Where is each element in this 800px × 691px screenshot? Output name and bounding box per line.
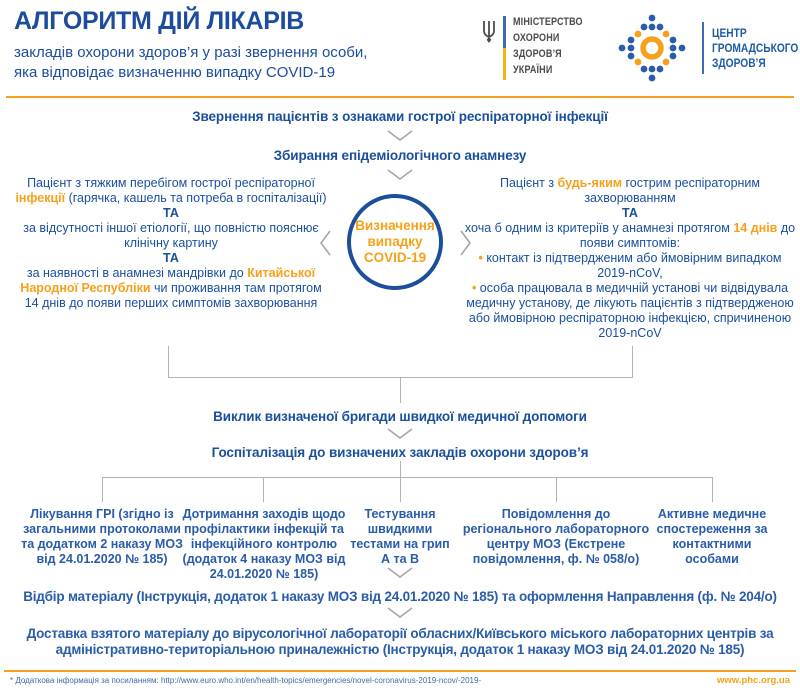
circle-line2: випадку (367, 234, 423, 249)
flow-step-anamnesis: Збирання епідеміологічного анамнезу (273, 148, 527, 163)
action-lab-notification: Повідомлення до регіонального лабораторного центру МОЗ (Екстрене повідомлення, ф. № 058/о) (462, 507, 650, 566)
flow-step-hospitalization: Госпіталізація до визначених закладів охорони здоров’я (211, 445, 589, 460)
phc-logo-line1: ЦЕНТР (712, 26, 747, 40)
flow-step-ambulance: Виклик визначеної бригади швидкої медичної допомоги (213, 409, 587, 424)
chevron-down-icon (387, 567, 413, 579)
sample-collection-step: Відбір матеріалу (Інструкція, додаток 1 наказу МОЗ від 24.01.2020 № 185) та оформлення Направлення (ф. № 204/о) (23, 589, 777, 604)
criteria-highlight-infection: інфекції (15, 191, 66, 205)
page-subtitle-line2: яка відповідає визначенню випадку COVID-19 (14, 64, 336, 81)
criteria-highlight-any: будь-яким (557, 176, 623, 190)
moz-logo-line4: УКРАЇНИ (513, 64, 553, 76)
criteria-text: за відсутності іншої етіології, що повністю пояснює клінічну картину (23, 221, 319, 250)
criteria-text: чи проживання там протягом 14 днів до появи перших симптомів захворювання (24, 281, 322, 310)
connector-line (632, 346, 633, 378)
header-divider (6, 96, 794, 98)
criteria-text: Пацієнт з (499, 176, 558, 190)
trident-icon (481, 20, 497, 44)
footer-note-link[interactable]: http://www.euro.who.int/en/health-topics/emergencies/novel-coronavirus-2019-ncov/-2019- (160, 676, 482, 685)
circle-line3: COVID-19 (363, 250, 427, 265)
and-connector: ТА (163, 206, 179, 220)
criteria-text: (гарячка, кашель та потреба в госпіталізації) (65, 191, 327, 205)
bullet-icon: • (478, 251, 483, 265)
footer-note (10, 676, 481, 685)
criteria-text: до появи симптомів: (579, 221, 796, 250)
footer-divider (4, 670, 796, 672)
circle-line1: Визначення (355, 218, 435, 233)
connector-line (400, 477, 401, 502)
criteria-bullet-healthcare: • особа працювала в медичній установі чи відвідувала медичну установу, де лікують пацієнтів з підтвердженою або ймовірною респіраторною інфекцією, спричиненою 2019-nCoV (466, 281, 794, 340)
criteria-highlight-14days: 14 днів (733, 221, 778, 235)
chevron-right-icon (459, 230, 471, 256)
moz-logo-line2: ОХОРОНИ (513, 32, 560, 44)
chevron-down-icon (387, 169, 413, 181)
page-subtitle (14, 43, 367, 83)
criteria-bullet-contact: • контакт із підтвердженим або ймовірним випадком 2019-nCoV, (478, 251, 782, 280)
chevron-down-icon (387, 428, 413, 440)
action-treatment: Лікування ГРІ (згідно із загальними протоколами та додатком 2 наказу МОЗ від 24.01.2020 № 185) (21, 507, 183, 566)
phc-logo-line3: ЗДОРОВ’Я (712, 56, 766, 70)
case-definition-circle (347, 194, 443, 290)
flow-step-referral: Звернення пацієнтів з ознаками гострої респіраторної інфекції (192, 109, 608, 124)
phc-dots-icon (612, 8, 692, 88)
public-health-center-logo (612, 8, 798, 88)
connector-line (400, 461, 401, 477)
chevron-down-icon (387, 130, 413, 142)
criteria-text: за наявності в анамнезі мандрівки до (26, 266, 248, 280)
connector-line (556, 477, 557, 502)
footer-note-label: * Додаткова інформація за посиланням: (10, 676, 161, 685)
moz-logo-line1: МІНІСТЕРСТВО (513, 16, 583, 28)
criteria-text: гострим респіраторним захворюванням (584, 176, 760, 205)
chevron-down-icon (387, 607, 413, 619)
criteria-highlight-china: Китайської Народної Республіки (20, 266, 316, 295)
page-subtitle-line1: закладів охорони здоров’я у разі звернення особи, (14, 44, 368, 61)
action-flu-testing: Тестування швидкими тестами на грип А та В (350, 507, 450, 566)
moz-divider (503, 16, 506, 80)
connector-line (168, 346, 169, 378)
and-connector: ТА (622, 206, 638, 220)
connector-line (712, 477, 713, 502)
criteria-any-case (463, 176, 797, 341)
action-infection-control: Дотримання заходів щодо профілактики інфекцій та інфекційного контролю (додаток 4 наказу МОЗ від 24.01.2020 № 185) (182, 507, 346, 581)
connector-line (102, 477, 103, 502)
phc-logo-line2: ГРОМАДСЬКОГО (712, 41, 799, 55)
phc-divider (702, 22, 704, 74)
criteria-severe-case (12, 176, 330, 311)
connector-line (102, 477, 713, 478)
criteria-text: Пацієнт з тяжким перебігом гострої респіраторної (27, 176, 315, 190)
ministry-of-health-logo (481, 14, 611, 86)
connector-line (400, 378, 401, 403)
criteria-text: хоча б одним із критеріїв у анамнезі протягом (464, 221, 734, 235)
phc-site-link[interactable]: www.phc.org.ua (716, 675, 790, 686)
chevron-left-icon (320, 230, 332, 256)
moz-logo-line3: ЗДОРОВ’Я (513, 48, 562, 60)
connector-line (263, 477, 264, 502)
and-connector: ТА (163, 251, 179, 265)
action-contact-monitoring: Активне медичне спостереження за контактними особами (656, 507, 768, 566)
sample-delivery-step: Доставка взятого матеріалу до вірусологічної лабораторії обласних/Київського міського лабораторних центрів за адміністративно-територіальною приналежністю (Інструкція, додаток 1 наказу МОЗ від 24.01.2020 № 185) (26, 626, 774, 657)
bullet-icon: • (471, 281, 477, 295)
page-title: АЛГОРИТМ ДІЙ ЛІКАРІВ (14, 7, 305, 35)
